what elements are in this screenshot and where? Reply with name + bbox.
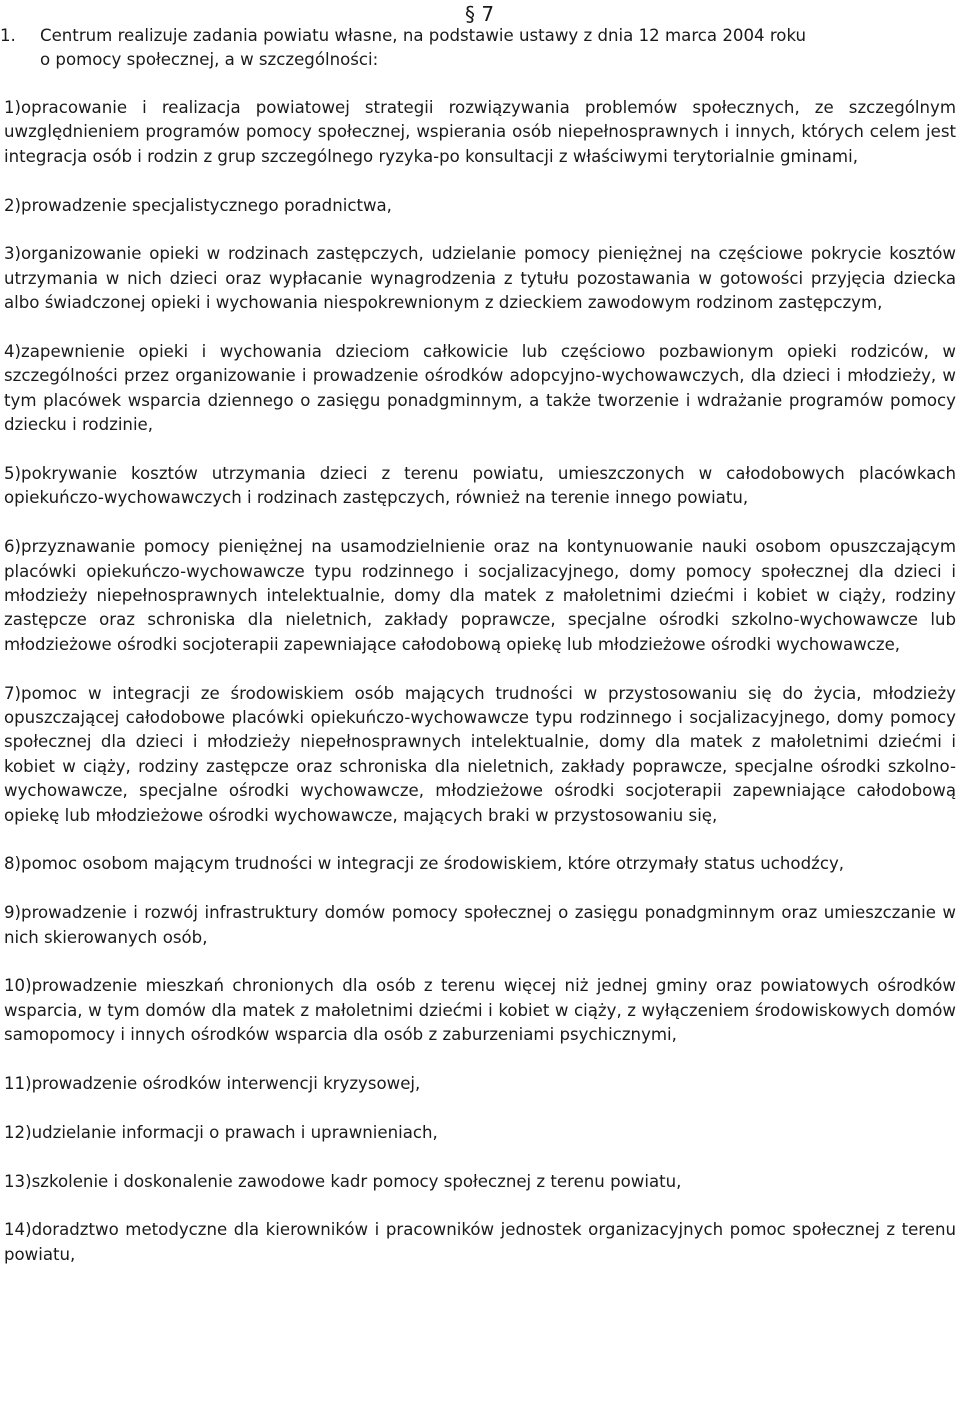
list-item: 11)prowadzenie ośrodków interwencji kryzysowej, xyxy=(4,1074,421,1094)
list-item: 2)prowadzenie specjalistycznego poradnictwa, xyxy=(4,195,392,215)
list-item: 8)pomoc osobom mającym trudności w integracji ze środowiskiem, które otrzymały status uchodźcy, xyxy=(4,854,845,874)
intro-line-1: Centrum realizuje zadania powiatu własne, na podstawie ustawy z dnia 12 marca 2004 roku xyxy=(40,26,807,45)
list-item: 14)doradztwo metodyczne dla kierowników i pracowników jednostek organizacyjnych pomoc społecznej z terenu powiatu, xyxy=(4,1220,956,1264)
list-item: 5)pokrywanie kosztów utrzymania dzieci z terenu powiatu, umieszczonych w całodobowych placówkach opiekuńczo-wychowawczych i rodzinach zastępczych, również na terenie innego powiatu, xyxy=(4,464,956,508)
list-item: 13)szkolenie i doskonalenie zawodowe kadr pomocy społecznej z terenu powiatu, xyxy=(4,1171,682,1191)
section-heading: § 7 xyxy=(465,2,495,26)
list-item: 10)prowadzenie mieszkań chronionych dla osób z terenu więcej niż jednej gminy oraz powiatowych ośrodków wsparcia, w tym domów dla matek z małoletnimi dziećmi i kobiet w ciąży, z wyłączeniem środowiskowych domów samopomocy i innych ośrodków wsparcia dla osób z zaburzeniami psychicznymi, xyxy=(4,976,956,1045)
list-item: 7)pomoc w integracji ze środowiskiem osób mających trudności w przystosowaniu się do życia, młodzieży opuszczającej całodobowe placówki opiekuńczo-wychowawcze typu rodzinnego i socjalizacyjnego, domy pomocy społecznej dla dzieci i młodzieży niepełnosprawnych intelektualnie, domy dla matek z małoletnimi dziećmi i kobiet w ciąży, rodziny zastępcze oraz schroniska dla nieletnich, zakłady poprawcze, specjalne ośrodki szkolno-wychowawcze, specjalne ośrodki wychowawcze, młodzieżowe ośrodki socjoterapii zapewniające całodobową opiekę lub młodzieżowe ośrodki wychowawcze, mających braki w przystosowaniu się, xyxy=(4,683,956,825)
intro-number: 1. xyxy=(0,26,16,45)
list-item: 12)udzielanie informacji o prawach i uprawnieniach, xyxy=(4,1122,438,1142)
intro-paragraph xyxy=(0,24,956,72)
list-item: 3)organizowanie opieki w rodzinach zastępczych, udzielanie pomocy pieniężnej na częściowe pokrycie kosztów utrzymania w nich dzieci oraz wypłacanie wynagrodzenia z tytułu pozostawania w gotowości przyjęcia dziecka albo świadczonej opieki i wychowania niespokrewnionym z dzieckiem zawodowym rodzinom zastępczym, xyxy=(4,244,956,313)
list-item: 6)przyznawanie pomocy pieniężnej na usamodzielnienie oraz na kontynuowanie nauki osobom opuszczającym placówki opiekuńczo-wychowawcze typu rodzinnego i socjalizacyjnego, domy pomocy społecznej dla dzieci i młodzieży niepełnosprawnych intelektualnie, domy dla matek z małoletnimi dziećmi i kobiet w ciąży, rodziny zastępcze oraz schroniska dla nieletnich, zakłady poprawcze, specjalne ośrodki szkolno-wychowawcze lub młodzieżowe ośrodki socjoterapii zapewniające całodobową opiekę lub młodzieżowe ośrodki wychowawcze, xyxy=(4,537,956,654)
intro-line-2: o pomocy społecznej, a w szczególności: xyxy=(40,50,379,69)
list-item: 1)opracowanie i realizacja powiatowej strategii rozwiązywania problemów społecznych, ze szczególnym uwzględnieniem programów pomocy społecznej, wspierania osób niepełnosprawnych i innych, których celem jest integracja osób i rodzin z grup szczególnego ryzyka-po konsultacji z właściwymi terytorialnie gminami, xyxy=(4,98,956,166)
list-item: 4)zapewnienie opieki i wychowania dzieciom całkowicie lub częściowo pozbawionym opieki rodziców, w szczególności przez organizowanie i prowadzenie ośrodków adopcyjno-wychowawczych, dla dzieci i młodzieży, w tym placówek wsparcia dziennego o zasięgu ponadgminnym, a także tworzenie i wdrażanie programów pomocy dziecku i rodzinie, xyxy=(4,342,956,435)
task-list xyxy=(4,96,956,1292)
list-item: 9)prowadzenie i rozwój infrastruktury domów pomocy społecznej o zasięgu ponadgminnym oraz umieszczanie w nich skierowanych osób, xyxy=(4,903,956,947)
